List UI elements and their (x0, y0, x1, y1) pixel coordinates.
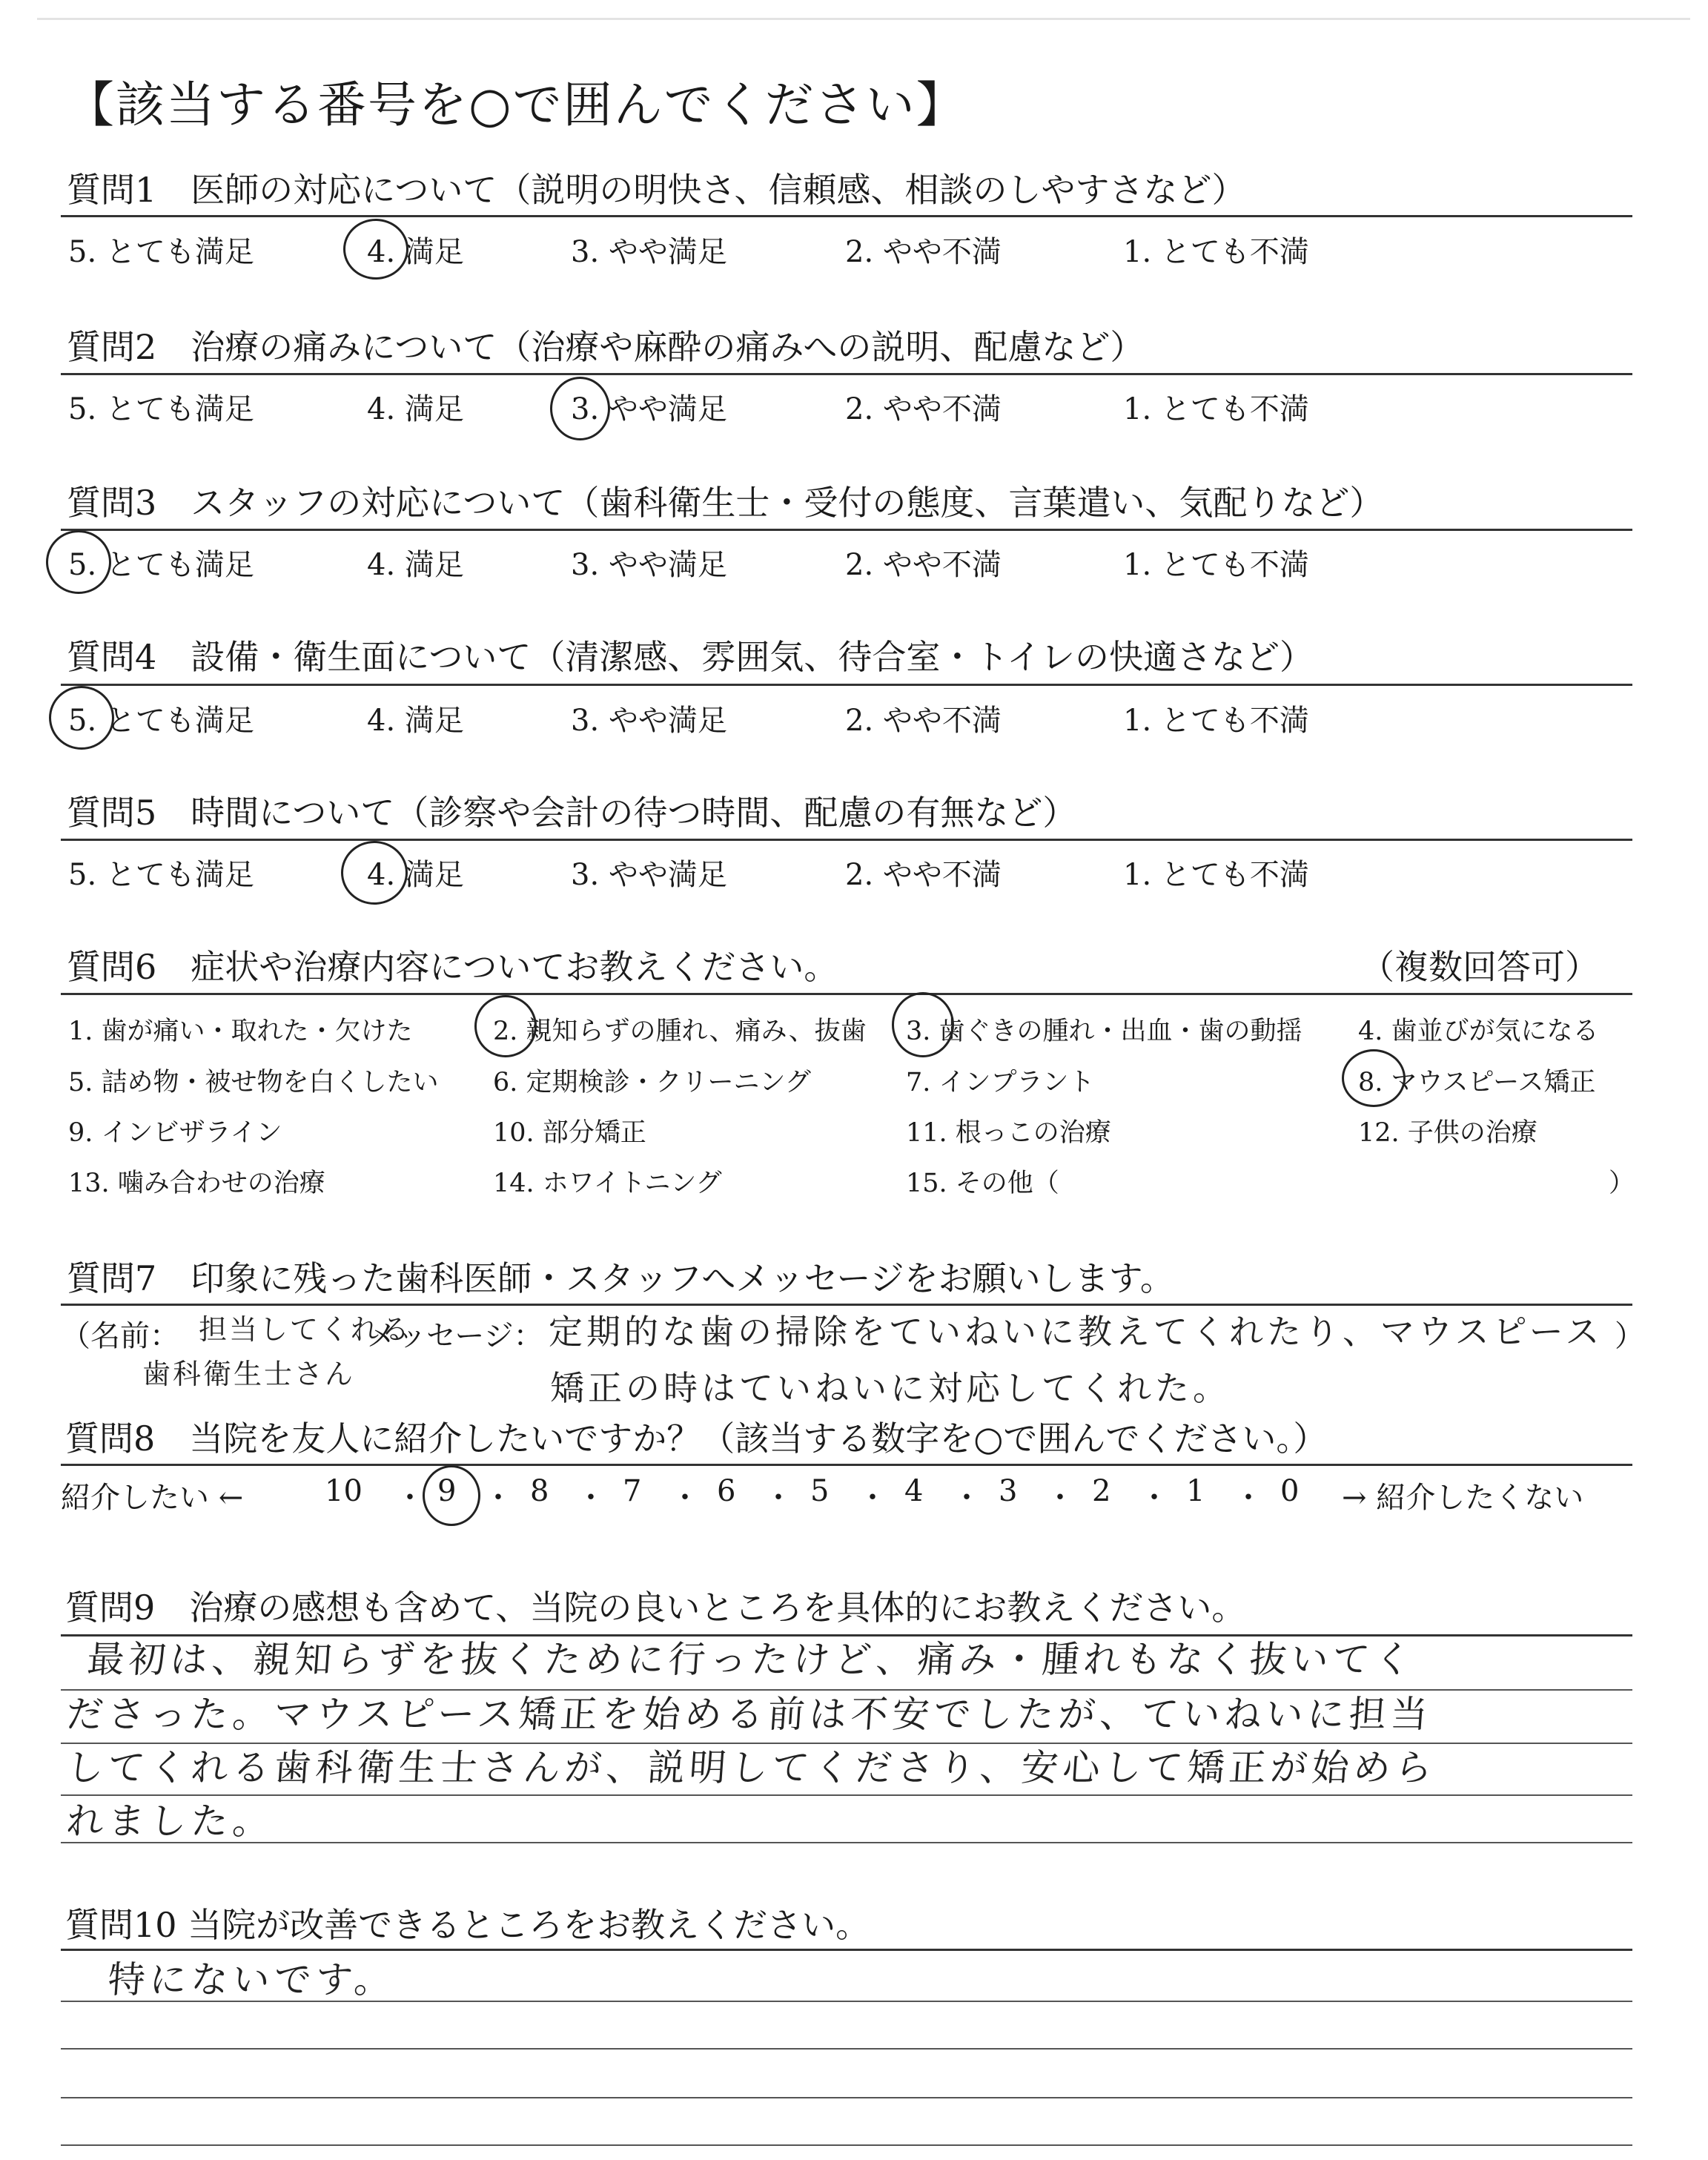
q6-item-7[interactable]: 7. インプラント (906, 1068, 1095, 1097)
q5-selected-circle (341, 841, 408, 905)
q8-dot: ・ (483, 1481, 513, 1515)
q5-opt-2[interactable]: 2. やや不満 (845, 858, 1002, 892)
q7-name-value-line1[interactable]: 担当してくれる (199, 1313, 412, 1346)
q8-num-4[interactable]: 4 (904, 1474, 924, 1508)
q8-num-6[interactable]: 6 (717, 1474, 736, 1508)
q6-title: 質問6 症状や治療内容についてお教えください。 (67, 947, 838, 987)
q6-item-9[interactable]: 9. インビザライン (68, 1118, 282, 1148)
q10-rule-3 (61, 2048, 1632, 2050)
q6-selected-circle-2 (474, 995, 537, 1057)
q1-opt-3[interactable]: 3. やや満足 (571, 235, 727, 269)
q8-dot: ・ (764, 1481, 793, 1515)
q9-answer-line1[interactable]: 最初は、親知らずを抜くために行ったけど、痛み・腫れもなく抜いてく (85, 1638, 1417, 1681)
q9-rule-5 (61, 1842, 1632, 1843)
q5-opt-3[interactable]: 3. やや満足 (571, 858, 727, 892)
q8-title: 質問8 当院を友人に紹介したいですか？（該当する数字を○で囲んでください。） (65, 1418, 1328, 1459)
q4-opt-3[interactable]: 3. やや満足 (571, 704, 727, 738)
q8-dot: ・ (858, 1481, 887, 1515)
q6-item-5[interactable]: 5. 詰め物・被せ物を白くしたい (68, 1068, 439, 1097)
q6-item-3[interactable]: 3. 歯ぐきの腫れ・出血・歯の動揺 (906, 1017, 1302, 1046)
q10-rule-5 (61, 2144, 1632, 2146)
q8-num-3[interactable]: 3 (999, 1474, 1018, 1508)
q4-opt-4[interactable]: 4. 満足 (367, 704, 464, 738)
q8-num-9[interactable]: 9 (437, 1474, 457, 1508)
q8-num-10[interactable]: 10 (325, 1474, 363, 1508)
q6-selected-circle-3 (892, 992, 954, 1057)
q6-item-15-close: ） (1609, 1169, 1635, 1198)
q7-message-label: メッセージ： (367, 1319, 543, 1353)
q8-right-label: → 紹介したくない (1342, 1481, 1584, 1515)
q5-rule (61, 839, 1632, 841)
q8-rule (61, 1464, 1632, 1466)
q8-num-0[interactable]: 0 (1280, 1474, 1300, 1508)
q7-close-paren: ） (1615, 1319, 1644, 1353)
q7-message-line1[interactable]: 定期的な歯の掃除をていねいに教えてくれたり、マウスピース (549, 1312, 1603, 1352)
q8-dot: ・ (1234, 1481, 1263, 1515)
q9-rule-4 (61, 1794, 1632, 1796)
q1-opt-2[interactable]: 2. やや不満 (845, 235, 1002, 269)
scan-top-edge (37, 18, 1690, 20)
q8-left-label: 紹介したい ← (61, 1481, 244, 1515)
q5-opt-5[interactable]: 5. とても満足 (68, 858, 254, 892)
q6-multiple-note: （複数回答可） (1360, 947, 1599, 987)
q8-num-1[interactable]: 1 (1186, 1474, 1205, 1508)
q7-message-line2[interactable]: 矯正の時はていねいに対応してくれた。 (550, 1368, 1231, 1408)
q2-opt-2[interactable]: 2. やや不満 (845, 392, 1002, 426)
q8-selected-circle (423, 1465, 480, 1526)
q9-answer-line4[interactable]: れました。 (64, 1800, 276, 1843)
q8-dot: ・ (576, 1481, 606, 1515)
q3-opt-3[interactable]: 3. やや満足 (571, 548, 727, 582)
q10-answer[interactable]: 特にないです。 (106, 1958, 397, 2001)
q5-opt-4[interactable]: 4. 満足 (367, 858, 464, 892)
q8-dot: ・ (1139, 1481, 1169, 1515)
q6-item-10[interactable]: 10. 部分矯正 (493, 1118, 646, 1148)
q3-title: 質問3 スタッフの対応について（歯科衛生士・受付の態度、言葉遣い、気配りなど） (67, 483, 1384, 523)
q2-selected-circle (550, 377, 610, 440)
q6-item-6[interactable]: 6. 定期検診・クリーニング (493, 1068, 811, 1097)
q5-opt-1[interactable]: 1. とても不満 (1123, 858, 1309, 892)
q9-answer-line2[interactable]: ださった。マウスピース矯正を始める前は不安でしたが、ていねいに担当 (64, 1693, 1434, 1736)
q2-opt-3[interactable]: 3. やや満足 (571, 392, 727, 426)
q8-num-8[interactable]: 8 (530, 1474, 549, 1508)
q4-rule (61, 684, 1632, 686)
q2-opt-1[interactable]: 1. とても不満 (1123, 392, 1309, 426)
q7-title: 質問7 印象に残った歯科医師・スタッフへメッセージをお願いします。 (67, 1258, 1174, 1298)
q2-opt-4[interactable]: 4. 満足 (367, 392, 464, 426)
q3-selected-circle (46, 530, 111, 594)
q4-opt-1[interactable]: 1. とても不満 (1123, 704, 1309, 738)
q8-dot: ・ (395, 1481, 425, 1515)
q3-opt-2[interactable]: 2. やや不満 (845, 548, 1002, 582)
q8-dot: ・ (670, 1481, 700, 1515)
q5-title: 質問5 時間について（診察や会計の待つ時間、配慮の有無など） (67, 793, 1077, 833)
q8-dot: ・ (952, 1481, 982, 1515)
q2-rule (61, 373, 1632, 375)
q8-num-7[interactable]: 7 (623, 1474, 642, 1508)
q1-opt-4[interactable]: 4. 満足 (367, 235, 464, 269)
q6-item-12[interactable]: 12. 子供の治療 (1358, 1118, 1537, 1148)
q7-name-value-line2[interactable]: 歯科衛生士さん (142, 1358, 356, 1390)
q2-title: 質問2 治療の痛みについて（治療や麻酔の痛みへの説明、配慮など） (67, 327, 1145, 367)
q6-item-8[interactable]: 8. マウスピース矯正 (1358, 1068, 1596, 1097)
q6-item-14[interactable]: 14. ホワイトニング (493, 1169, 722, 1198)
q8-dot: ・ (1045, 1481, 1075, 1515)
q8-num-2[interactable]: 2 (1092, 1474, 1111, 1508)
q4-opt-5[interactable]: 5. とても満足 (68, 704, 254, 738)
q8-num-5[interactable]: 5 (810, 1474, 830, 1508)
q6-item-11[interactable]: 11. 根っこの治療 (906, 1118, 1111, 1148)
instruction-header: 【該当する番号を○で囲んでください】 (65, 76, 967, 133)
q6-item-13[interactable]: 13. 噛み合わせの治療 (68, 1169, 325, 1198)
q6-item-2[interactable]: 2. 親知らずの腫れ、痛み、抜歯 (493, 1017, 867, 1046)
q4-title: 質問4 設備・衛生面について（清潔感、雰囲気、待合室・トイレの快適さなど） (67, 637, 1314, 677)
q1-title: 質問1 医師の対応について（説明の明快さ、信頼感、相談のしやすさなど） (67, 170, 1246, 210)
q3-opt-4[interactable]: 4. 満足 (367, 548, 464, 582)
q7-name-label: （名前： (61, 1319, 179, 1353)
q10-rule-4 (61, 2097, 1632, 2098)
q6-item-4[interactable]: 4. 歯並びが気になる (1358, 1017, 1599, 1046)
q6-item-15[interactable]: 15. その他（ (906, 1169, 1059, 1198)
q10-title: 質問10 当院が改善できるところをお教えください。 (65, 1905, 870, 1945)
q3-opt-5[interactable]: 5. とても満足 (68, 548, 254, 582)
q6-rule (61, 993, 1632, 995)
q9-title: 質問9 治療の感想も含めて、当院の良いところを具体的にお教えください。 (65, 1588, 1246, 1628)
q3-opt-1[interactable]: 1. とても不満 (1123, 548, 1309, 582)
q2-opt-5[interactable]: 5. とても満足 (68, 392, 254, 426)
q1-selected-circle (343, 219, 408, 280)
q4-selected-circle (49, 686, 114, 750)
q6-selected-circle-8 (1342, 1049, 1406, 1107)
q4-opt-2[interactable]: 2. やや不満 (845, 704, 1002, 738)
q6-item-1[interactable]: 1. 歯が痛い・取れた・欠けた (68, 1017, 413, 1046)
q1-opt-1[interactable]: 1. とても不満 (1123, 235, 1309, 269)
q1-opt-5[interactable]: 5. とても満足 (68, 235, 254, 269)
q9-answer-line3[interactable]: してくれる歯科衛生士さんが、説明してくださり、安心して矯正が始めら (64, 1746, 1438, 1789)
q1-rule (61, 215, 1632, 217)
q3-rule (61, 529, 1632, 531)
